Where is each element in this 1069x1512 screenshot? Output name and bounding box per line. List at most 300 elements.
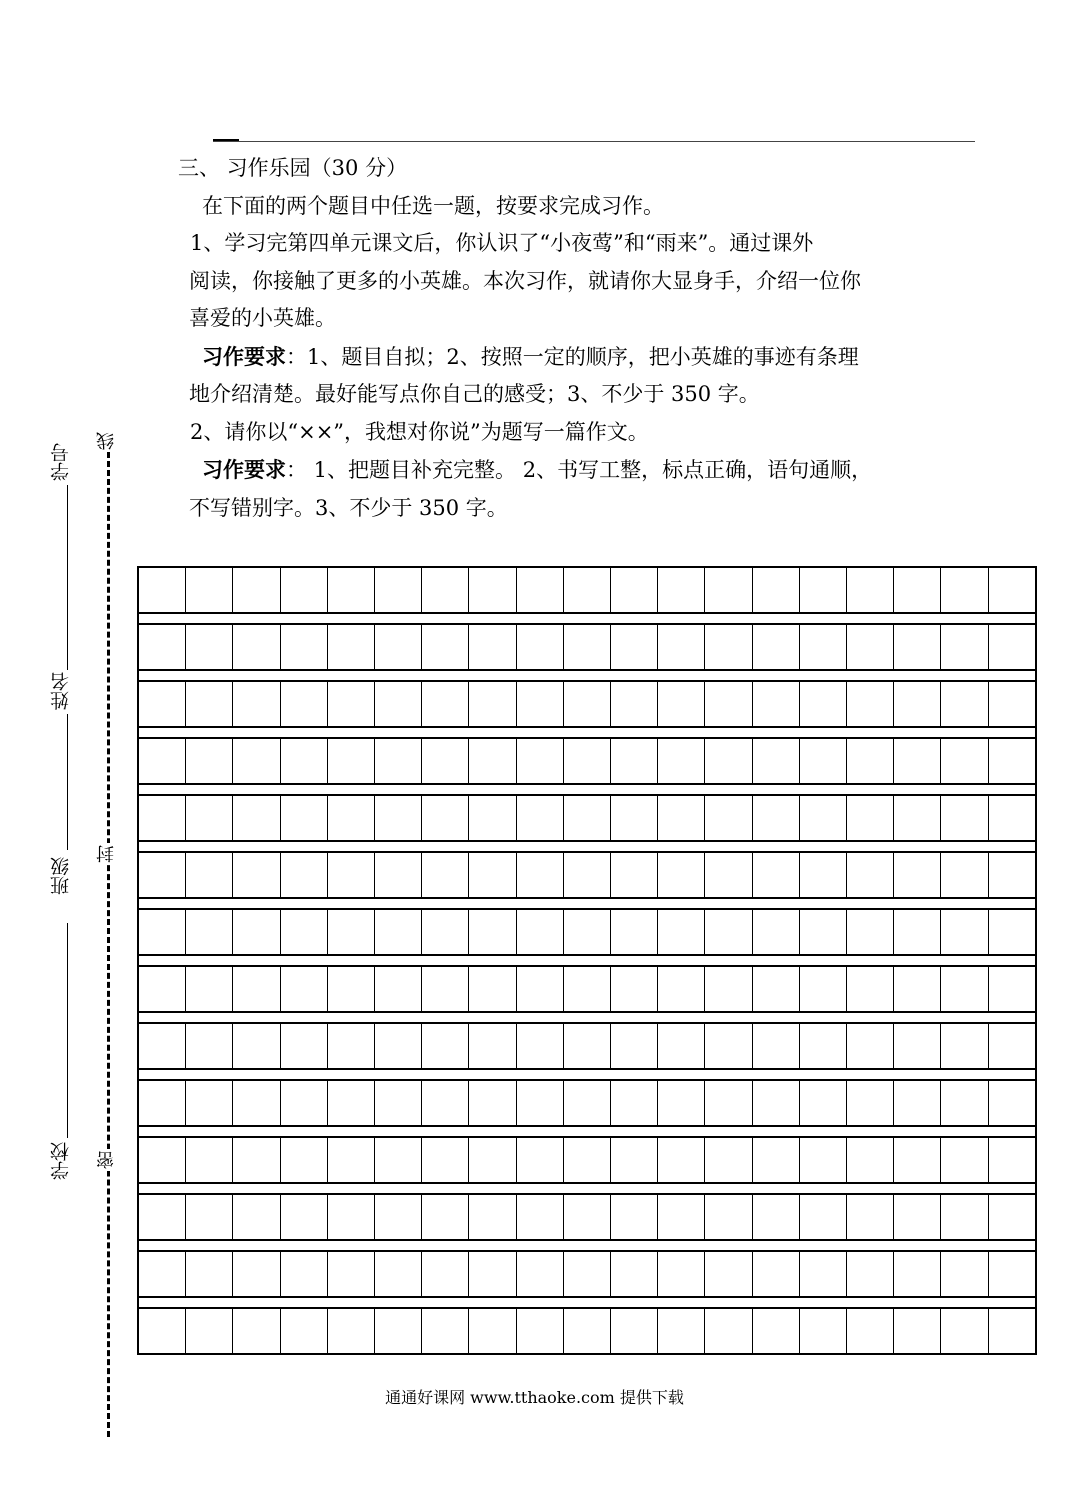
grid-cell[interactable] bbox=[564, 796, 611, 842]
grid-cell[interactable] bbox=[422, 568, 469, 614]
grid-cell[interactable] bbox=[658, 1309, 705, 1355]
grid-cell[interactable] bbox=[469, 1252, 516, 1298]
grid-cell[interactable] bbox=[611, 796, 658, 842]
grid-cell[interactable] bbox=[564, 682, 611, 728]
grid-cell[interactable] bbox=[941, 1195, 988, 1241]
grid-cell[interactable] bbox=[847, 796, 894, 842]
grid-row bbox=[137, 625, 1037, 671]
grid-cell[interactable] bbox=[375, 910, 422, 956]
grid-cell[interactable] bbox=[705, 1252, 752, 1298]
grid-cell[interactable] bbox=[233, 1195, 280, 1241]
grid-cell[interactable] bbox=[705, 853, 752, 899]
grid-cell[interactable] bbox=[422, 1081, 469, 1127]
grid-cell[interactable] bbox=[847, 1138, 894, 1184]
grid-cell[interactable] bbox=[989, 1138, 1035, 1184]
grid-cell[interactable] bbox=[139, 796, 186, 842]
grid-cell[interactable] bbox=[941, 1252, 988, 1298]
grid-cell[interactable] bbox=[800, 1138, 847, 1184]
grid-cell[interactable] bbox=[753, 1252, 800, 1298]
grid-row-spacer bbox=[137, 956, 1037, 967]
grid-cell[interactable] bbox=[375, 739, 422, 785]
grid-cell[interactable] bbox=[611, 1252, 658, 1298]
grid-cell[interactable] bbox=[989, 1309, 1035, 1355]
grid-cell[interactable] bbox=[186, 568, 233, 614]
grid-cell[interactable] bbox=[517, 1024, 564, 1070]
grid-cell[interactable] bbox=[611, 625, 658, 671]
grid-cell[interactable] bbox=[753, 1309, 800, 1355]
grid-cell[interactable] bbox=[328, 796, 375, 842]
grid-cell[interactable] bbox=[894, 967, 941, 1013]
grid-cell[interactable] bbox=[753, 1138, 800, 1184]
grid-cell[interactable] bbox=[847, 1309, 894, 1355]
seal-mi-label: 密 bbox=[94, 1149, 120, 1171]
grid-cell[interactable] bbox=[186, 1195, 233, 1241]
grid-cell[interactable] bbox=[517, 1309, 564, 1355]
school-label: 学校 bbox=[50, 1142, 72, 1180]
grid-cell[interactable] bbox=[469, 853, 516, 899]
grid-cell[interactable] bbox=[139, 1138, 186, 1184]
grid-cell[interactable] bbox=[422, 739, 469, 785]
class-label: 班级 bbox=[50, 857, 72, 895]
topic1-line1: 1、学习完第四单元课文后，你认识了“小夜莺”和“雨来”。通过课外 bbox=[190, 231, 814, 255]
grid-cell[interactable] bbox=[186, 796, 233, 842]
grid-cell[interactable] bbox=[847, 568, 894, 614]
grid-cell[interactable] bbox=[894, 910, 941, 956]
grid-cell[interactable] bbox=[989, 682, 1035, 728]
grid-cell[interactable] bbox=[328, 682, 375, 728]
grid-cell[interactable] bbox=[705, 1081, 752, 1127]
grid-cell[interactable] bbox=[139, 1309, 186, 1355]
grid-cell[interactable] bbox=[281, 796, 328, 842]
grid-cell[interactable] bbox=[186, 1024, 233, 1070]
grid-cell[interactable] bbox=[847, 853, 894, 899]
grid-cell[interactable] bbox=[705, 568, 752, 614]
grid-cell[interactable] bbox=[517, 1195, 564, 1241]
grid-cell[interactable] bbox=[753, 1081, 800, 1127]
grid-cell[interactable] bbox=[469, 739, 516, 785]
grid-row-spacer bbox=[137, 1241, 1037, 1252]
grid-cell[interactable] bbox=[375, 853, 422, 899]
grid-cell[interactable] bbox=[800, 1081, 847, 1127]
grid-cell[interactable] bbox=[233, 1138, 280, 1184]
grid-cell[interactable] bbox=[658, 1195, 705, 1241]
grid-cell[interactable] bbox=[941, 739, 988, 785]
grid-cell[interactable] bbox=[894, 1309, 941, 1355]
grid-cell[interactable] bbox=[989, 568, 1035, 614]
grid-cell[interactable] bbox=[233, 796, 280, 842]
grid-cell[interactable] bbox=[989, 910, 1035, 956]
grid-cell[interactable] bbox=[941, 1138, 988, 1184]
grid-cell[interactable] bbox=[422, 853, 469, 899]
grid-cell[interactable] bbox=[611, 853, 658, 899]
grid-row bbox=[137, 1309, 1037, 1355]
grid-cell[interactable] bbox=[941, 910, 988, 956]
grid-cell[interactable] bbox=[139, 910, 186, 956]
grid-cell[interactable] bbox=[139, 853, 186, 899]
grid-cell[interactable] bbox=[517, 568, 564, 614]
grid-cell[interactable] bbox=[847, 967, 894, 1013]
grid-row-spacer bbox=[137, 1070, 1037, 1081]
grid-cell[interactable] bbox=[564, 1252, 611, 1298]
grid-cell[interactable] bbox=[800, 1024, 847, 1070]
grid-cell[interactable] bbox=[375, 1252, 422, 1298]
grid-cell[interactable] bbox=[375, 1138, 422, 1184]
grid-cell[interactable] bbox=[281, 1309, 328, 1355]
grid-cell[interactable] bbox=[375, 1195, 422, 1241]
topic2-requirements bbox=[178, 451, 988, 490]
grid-cell[interactable] bbox=[375, 1309, 422, 1355]
grid-cell[interactable] bbox=[800, 796, 847, 842]
grid-cell[interactable] bbox=[328, 853, 375, 899]
grid-cell[interactable] bbox=[233, 682, 280, 728]
grid-cell[interactable] bbox=[658, 1024, 705, 1070]
grid-cell[interactable] bbox=[705, 682, 752, 728]
grid-cell[interactable] bbox=[422, 1195, 469, 1241]
grid-cell[interactable] bbox=[469, 682, 516, 728]
grid-cell[interactable] bbox=[894, 1252, 941, 1298]
footer-text: 通通好课网 www.tthaoke.com 提供下载 bbox=[385, 1388, 684, 1407]
grid-cell[interactable] bbox=[517, 1081, 564, 1127]
grid-cell[interactable] bbox=[705, 1024, 752, 1070]
grid-cell[interactable] bbox=[894, 739, 941, 785]
grid-cell[interactable] bbox=[753, 853, 800, 899]
grid-cell[interactable] bbox=[705, 1195, 752, 1241]
grid-cell[interactable] bbox=[941, 682, 988, 728]
name-line[interactable] bbox=[67, 714, 68, 850]
grid-cell[interactable] bbox=[847, 1252, 894, 1298]
grid-row-spacer bbox=[137, 1184, 1037, 1195]
grid-cell[interactable] bbox=[941, 1024, 988, 1070]
grid-cell[interactable] bbox=[894, 1195, 941, 1241]
grid-cell[interactable] bbox=[517, 967, 564, 1013]
topic2-line1: 2、请你以“××”，我想对你说”为题写一篇作文。 bbox=[190, 419, 649, 444]
grid-cell[interactable] bbox=[375, 625, 422, 671]
grid-cell[interactable] bbox=[469, 1138, 516, 1184]
grid-cell[interactable] bbox=[564, 1138, 611, 1184]
grid-cell[interactable] bbox=[894, 853, 941, 899]
grid-cell[interactable] bbox=[422, 910, 469, 956]
grid-cell[interactable] bbox=[800, 853, 847, 899]
grid-cell[interactable] bbox=[989, 625, 1035, 671]
grid-cell[interactable] bbox=[658, 1252, 705, 1298]
grid-cell[interactable] bbox=[564, 625, 611, 671]
grid-cell[interactable] bbox=[658, 739, 705, 785]
grid-cell[interactable] bbox=[328, 1138, 375, 1184]
grid-cell[interactable] bbox=[281, 1195, 328, 1241]
grid-cell[interactable] bbox=[469, 1195, 516, 1241]
grid-cell[interactable] bbox=[658, 796, 705, 842]
grid-cell[interactable] bbox=[375, 682, 422, 728]
grid-cell[interactable] bbox=[233, 853, 280, 899]
grid-cell[interactable] bbox=[894, 1081, 941, 1127]
grid-cell[interactable] bbox=[328, 1252, 375, 1298]
grid-cell[interactable] bbox=[422, 967, 469, 1013]
grid-cell[interactable] bbox=[753, 625, 800, 671]
grid-cell[interactable] bbox=[894, 1138, 941, 1184]
grid-cell[interactable] bbox=[469, 910, 516, 956]
grid-cell[interactable] bbox=[469, 568, 516, 614]
grid-cell[interactable] bbox=[894, 682, 941, 728]
grid-cell[interactable] bbox=[469, 796, 516, 842]
grid-cell[interactable] bbox=[233, 1309, 280, 1355]
grid-row-spacer bbox=[137, 614, 1037, 625]
grid-cell[interactable] bbox=[281, 625, 328, 671]
grid-cell[interactable] bbox=[139, 625, 186, 671]
grid-cell[interactable] bbox=[422, 1252, 469, 1298]
grid-cell[interactable] bbox=[705, 739, 752, 785]
grid-cell[interactable] bbox=[375, 967, 422, 1013]
grid-row bbox=[137, 1195, 1037, 1241]
grid-cell[interactable] bbox=[847, 1024, 894, 1070]
grid-cell[interactable] bbox=[422, 1024, 469, 1070]
grid-cell[interactable] bbox=[800, 910, 847, 956]
grid-cell[interactable] bbox=[941, 625, 988, 671]
grid-cell[interactable] bbox=[847, 910, 894, 956]
grid-cell[interactable] bbox=[611, 1195, 658, 1241]
grid-cell[interactable] bbox=[233, 910, 280, 956]
grid-cell[interactable] bbox=[328, 1195, 375, 1241]
grid-cell[interactable] bbox=[941, 1309, 988, 1355]
grid-cell[interactable] bbox=[705, 1138, 752, 1184]
grid-cell[interactable] bbox=[847, 625, 894, 671]
grid-cell[interactable] bbox=[941, 967, 988, 1013]
grid-cell[interactable] bbox=[139, 682, 186, 728]
grid-cell[interactable] bbox=[422, 1309, 469, 1355]
grid-cell[interactable] bbox=[611, 682, 658, 728]
grid-row-spacer bbox=[137, 842, 1037, 853]
grid-row bbox=[137, 967, 1037, 1013]
grid-cell[interactable] bbox=[233, 967, 280, 1013]
grid-cell[interactable] bbox=[422, 682, 469, 728]
grid-cell[interactable] bbox=[800, 1195, 847, 1241]
grid-cell[interactable] bbox=[658, 910, 705, 956]
section-heading: 三、 习作乐园（30 分） bbox=[178, 156, 408, 180]
grid-cell[interactable] bbox=[753, 1024, 800, 1070]
grid-cell[interactable] bbox=[894, 1024, 941, 1070]
grid-cell[interactable] bbox=[186, 1081, 233, 1127]
grid-cell[interactable] bbox=[753, 568, 800, 614]
grid-cell[interactable] bbox=[517, 739, 564, 785]
grid-cell[interactable] bbox=[186, 1138, 233, 1184]
grid-cell[interactable] bbox=[328, 967, 375, 1013]
grid-cell[interactable] bbox=[233, 1024, 280, 1070]
grid-cell[interactable] bbox=[564, 967, 611, 1013]
grid-cell[interactable] bbox=[894, 625, 941, 671]
grid-cell[interactable] bbox=[139, 568, 186, 614]
grid-cell[interactable] bbox=[658, 625, 705, 671]
grid-cell[interactable] bbox=[233, 568, 280, 614]
topic1-line3: 喜爱的小英雄。 bbox=[189, 306, 336, 330]
grid-cell[interactable] bbox=[705, 967, 752, 1013]
grid-cell[interactable] bbox=[564, 853, 611, 899]
grid-cell[interactable] bbox=[611, 1138, 658, 1184]
grid-cell[interactable] bbox=[989, 1081, 1035, 1127]
grid-cell[interactable] bbox=[800, 1309, 847, 1355]
grid-cell[interactable] bbox=[847, 739, 894, 785]
requirements-label: 习作要求 bbox=[202, 343, 286, 369]
grid-cell[interactable] bbox=[611, 910, 658, 956]
grid-cell[interactable] bbox=[375, 1081, 422, 1127]
grid-cell[interactable] bbox=[328, 739, 375, 785]
grid-row bbox=[137, 796, 1037, 842]
grid-row bbox=[137, 682, 1037, 728]
grid-cell[interactable] bbox=[328, 625, 375, 671]
grid-cell[interactable] bbox=[658, 1138, 705, 1184]
grid-cell[interactable] bbox=[233, 739, 280, 785]
grid-cell[interactable] bbox=[564, 1024, 611, 1070]
grid-cell[interactable] bbox=[800, 568, 847, 614]
grid-cell[interactable] bbox=[753, 1195, 800, 1241]
grid-cell[interactable] bbox=[328, 568, 375, 614]
grid-cell[interactable] bbox=[564, 739, 611, 785]
grid-cell[interactable] bbox=[139, 1195, 186, 1241]
grid-row-spacer bbox=[137, 671, 1037, 682]
grid-cell[interactable] bbox=[375, 568, 422, 614]
grid-cell[interactable] bbox=[705, 910, 752, 956]
grid-cell[interactable] bbox=[658, 682, 705, 728]
grid-cell[interactable] bbox=[139, 1081, 186, 1127]
grid-cell[interactable] bbox=[422, 625, 469, 671]
grid-cell[interactable] bbox=[139, 1252, 186, 1298]
grid-cell[interactable] bbox=[989, 967, 1035, 1013]
grid-cell[interactable] bbox=[800, 625, 847, 671]
topic1-line2: 阅读，你接触了更多的小英雄。本次习作，就请你大显身手，介绍一位你 bbox=[189, 268, 861, 293]
grid-cell[interactable] bbox=[139, 1024, 186, 1070]
grid-cell[interactable] bbox=[847, 1081, 894, 1127]
grid-cell[interactable] bbox=[800, 739, 847, 785]
grid-cell[interactable] bbox=[139, 739, 186, 785]
grid-cell[interactable] bbox=[611, 568, 658, 614]
grid-cell[interactable] bbox=[753, 910, 800, 956]
grid-cell[interactable] bbox=[753, 796, 800, 842]
grid-cell[interactable] bbox=[186, 967, 233, 1013]
grid-cell[interactable] bbox=[753, 739, 800, 785]
grid-cell[interactable] bbox=[941, 1081, 988, 1127]
grid-cell[interactable] bbox=[422, 796, 469, 842]
grid-cell[interactable] bbox=[564, 1081, 611, 1127]
grid-cell[interactable] bbox=[989, 739, 1035, 785]
grid-cell[interactable] bbox=[564, 910, 611, 956]
grid-row-spacer bbox=[137, 1298, 1037, 1309]
grid-cell[interactable] bbox=[564, 1309, 611, 1355]
grid-cell[interactable] bbox=[564, 1195, 611, 1241]
grid-cell[interactable] bbox=[611, 1309, 658, 1355]
grid-cell[interactable] bbox=[658, 853, 705, 899]
grid-cell[interactable] bbox=[281, 1252, 328, 1298]
grid-cell[interactable] bbox=[517, 625, 564, 671]
grid-cell[interactable] bbox=[517, 1252, 564, 1298]
grid-cell[interactable] bbox=[564, 568, 611, 614]
grid-cell[interactable] bbox=[281, 853, 328, 899]
grid-cell[interactable] bbox=[186, 739, 233, 785]
grid-cell[interactable] bbox=[989, 1252, 1035, 1298]
grid-cell[interactable] bbox=[186, 910, 233, 956]
grid-cell[interactable] bbox=[375, 796, 422, 842]
grid-cell[interactable] bbox=[847, 682, 894, 728]
requirements-label: 习作要求 bbox=[202, 457, 286, 482]
grid-cell[interactable] bbox=[186, 625, 233, 671]
instruction-text: 在下面的两个题目中任选一题，按要求完成习作。 bbox=[202, 193, 664, 218]
writing-grid[interactable] bbox=[137, 566, 1037, 1355]
grid-cell[interactable] bbox=[705, 1309, 752, 1355]
grid-cell[interactable] bbox=[233, 1081, 280, 1127]
grid-cell[interactable] bbox=[753, 967, 800, 1013]
grid-cell[interactable] bbox=[894, 796, 941, 842]
grid-cell[interactable] bbox=[989, 796, 1035, 842]
grid-cell[interactable] bbox=[375, 1024, 422, 1070]
grid-cell[interactable] bbox=[281, 1024, 328, 1070]
grid-cell[interactable] bbox=[233, 625, 280, 671]
grid-cell[interactable] bbox=[989, 1024, 1035, 1070]
grid-cell[interactable] bbox=[328, 1309, 375, 1355]
class-line[interactable] bbox=[67, 923, 68, 1138]
grid-cell[interactable] bbox=[611, 739, 658, 785]
grid-cell[interactable] bbox=[233, 1252, 280, 1298]
top-rule bbox=[213, 141, 975, 142]
grid-cell[interactable] bbox=[800, 1252, 847, 1298]
grid-cell[interactable] bbox=[281, 1138, 328, 1184]
grid-cell[interactable] bbox=[281, 967, 328, 1013]
grid-cell[interactable] bbox=[281, 1081, 328, 1127]
grid-cell[interactable] bbox=[517, 682, 564, 728]
grid-cell[interactable] bbox=[753, 682, 800, 728]
student-id-line[interactable] bbox=[67, 485, 68, 670]
grid-cell[interactable] bbox=[469, 1309, 516, 1355]
grid-cell[interactable] bbox=[139, 967, 186, 1013]
grid-cell[interactable] bbox=[611, 1081, 658, 1127]
grid-cell[interactable] bbox=[328, 910, 375, 956]
grid-cell[interactable] bbox=[989, 853, 1035, 899]
grid-cell[interactable] bbox=[469, 1081, 516, 1127]
grid-row bbox=[137, 1024, 1037, 1070]
grid-cell[interactable] bbox=[705, 625, 752, 671]
grid-cell[interactable] bbox=[281, 682, 328, 728]
grid-cell[interactable] bbox=[328, 1081, 375, 1127]
grid-cell[interactable] bbox=[281, 568, 328, 614]
grid-cell[interactable] bbox=[186, 682, 233, 728]
top-rule-mark bbox=[213, 139, 239, 141]
grid-cell[interactable] bbox=[281, 739, 328, 785]
grid-cell[interactable] bbox=[186, 1309, 233, 1355]
grid-cell[interactable] bbox=[517, 1138, 564, 1184]
grid-cell[interactable] bbox=[611, 967, 658, 1013]
grid-cell[interactable] bbox=[422, 1138, 469, 1184]
grid-cell[interactable] bbox=[847, 1195, 894, 1241]
grid-cell[interactable] bbox=[517, 796, 564, 842]
grid-cell[interactable] bbox=[517, 910, 564, 956]
grid-cell[interactable] bbox=[705, 796, 752, 842]
grid-cell[interactable] bbox=[517, 853, 564, 899]
grid-cell[interactable] bbox=[186, 1252, 233, 1298]
grid-cell[interactable] bbox=[941, 853, 988, 899]
grid-cell[interactable] bbox=[894, 568, 941, 614]
grid-cell[interactable] bbox=[658, 568, 705, 614]
grid-cell[interactable] bbox=[800, 967, 847, 1013]
grid-cell[interactable] bbox=[941, 568, 988, 614]
grid-cell[interactable] bbox=[186, 853, 233, 899]
grid-cell[interactable] bbox=[941, 796, 988, 842]
grid-cell[interactable] bbox=[658, 967, 705, 1013]
grid-cell[interactable] bbox=[469, 967, 516, 1013]
grid-cell[interactable] bbox=[800, 682, 847, 728]
grid-cell[interactable] bbox=[989, 1195, 1035, 1241]
grid-cell[interactable] bbox=[658, 1081, 705, 1127]
grid-cell[interactable] bbox=[281, 910, 328, 956]
grid-cell[interactable] bbox=[469, 625, 516, 671]
grid-cell[interactable] bbox=[469, 1024, 516, 1070]
grid-cell[interactable] bbox=[611, 1024, 658, 1070]
grid-cell[interactable] bbox=[328, 1024, 375, 1070]
